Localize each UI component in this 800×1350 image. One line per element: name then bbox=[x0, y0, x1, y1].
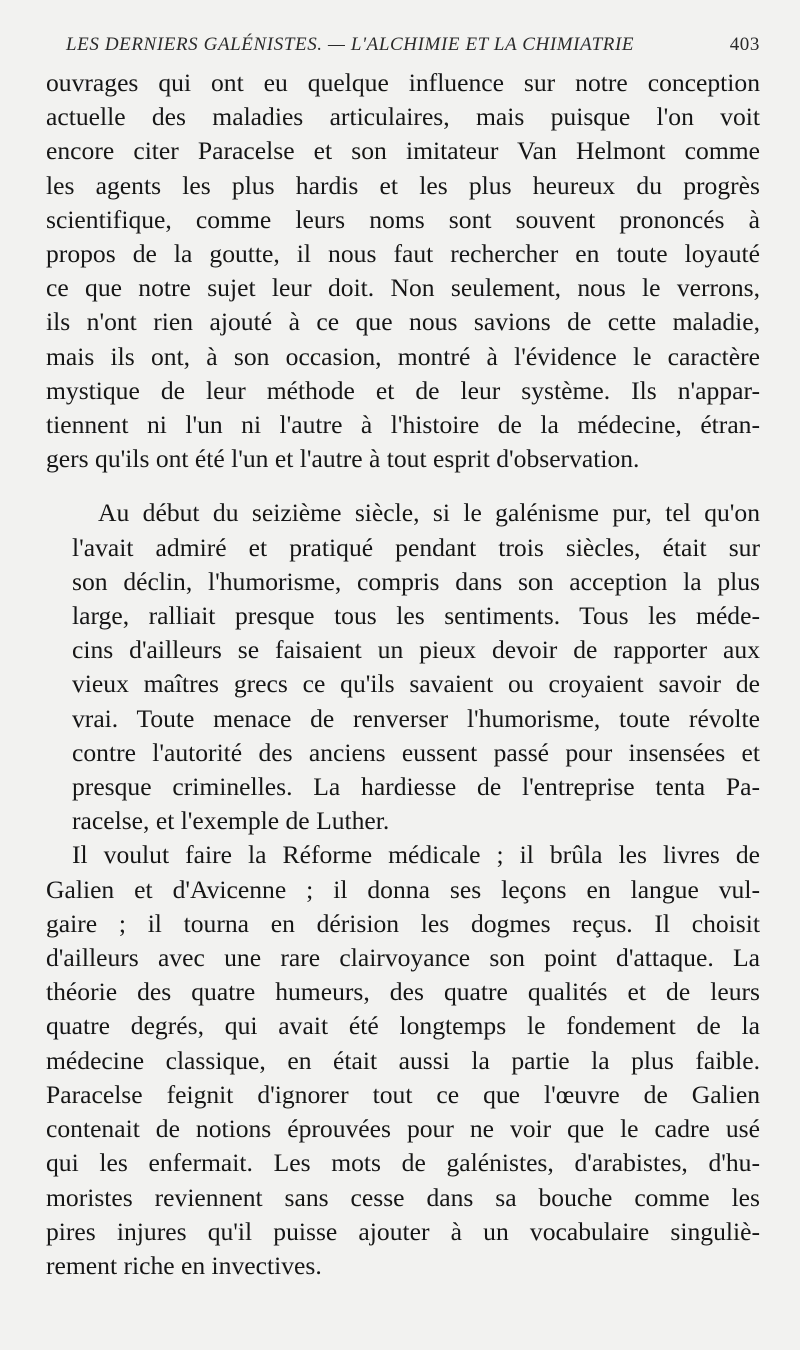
text-line: cins d'ailleurs se faisaient un pieux devoir de rapporter aux bbox=[72, 635, 760, 665]
body-text bbox=[46, 66, 760, 1283]
running-title: LES DERNIERS GALÉNISTES. — L'ALCHIMIE ET LA CHIMIATRIE bbox=[66, 34, 635, 55]
text-line: Galien et d'Avicenne ; il donna ses leçons en langue vul- bbox=[46, 874, 760, 904]
text-line: quatre degrés, qui avait été longtemps le fondement de la bbox=[46, 1011, 760, 1041]
text-line: vrai. Toute menace de renverser l'humorisme, toute révolte bbox=[72, 703, 760, 733]
paragraph-1 bbox=[46, 66, 760, 476]
text-line: Paracelse feignit d'ignorer tout ce que l'œuvre de Galien bbox=[46, 1079, 760, 1109]
paragraph-2 bbox=[46, 496, 760, 838]
text-line: d'ailleurs avec une rare clairvoyance son point d'attaque. La bbox=[46, 943, 760, 973]
text-line: ce que notre sujet leur doit. Non seulement, nous le verrons, bbox=[46, 273, 760, 303]
page-number: 403 bbox=[729, 34, 760, 55]
text-line: presque criminelles. La hardiesse de l'entreprise tenta Pa- bbox=[72, 772, 760, 802]
text-line: pires injures qu'il puisse ajouter à un vocabulaire singuliè- bbox=[46, 1216, 760, 1246]
text-line: théorie des quatre humeurs, des quatre qualités et de leurs bbox=[46, 977, 760, 1007]
text-line: propos de la goutte, il nous faut rechercher en toute loyauté bbox=[46, 239, 760, 269]
text-line: ils n'ont rien ajouté à ce que nous savions de cette maladie, bbox=[46, 307, 760, 337]
text-line: médecine classique, en était aussi la partie la plus faible. bbox=[46, 1045, 760, 1075]
text-line: vieux maîtres grecs ce qu'ils savaient ou croyaient savoir de bbox=[72, 669, 760, 699]
text-line: mais ils ont, à son occasion, montré à l'évidence le caractère bbox=[46, 341, 760, 371]
text-line: tiennent ni l'un ni l'autre à l'histoire de la médecine, étran- bbox=[46, 410, 760, 440]
text-line: large, ralliait presque tous les sentiments. Tous les méde- bbox=[72, 601, 760, 631]
text-line: rement riche en invectives. bbox=[46, 1250, 322, 1280]
text-line: gers qu'ils ont été l'un et l'autre à tout esprit d'observation. bbox=[46, 444, 640, 474]
text-line: l'avait admiré et pratiqué pendant trois siècles, était sur bbox=[72, 532, 760, 562]
text-line: ouvrages qui ont eu quelque influence sur notre conception bbox=[46, 68, 760, 97]
text-line: actuelle des maladies articulaires, mais puisque l'on voit bbox=[46, 102, 760, 132]
text-line: racelse, et l'exemple de Luther. bbox=[72, 806, 390, 836]
paragraph-3 bbox=[46, 838, 760, 1283]
text-line: son déclin, l'humorisme, compris dans son acception la plus bbox=[72, 566, 760, 596]
text-line: contenait de notions éprouvées pour ne voir que le cadre usé bbox=[46, 1114, 760, 1144]
text-line: moristes reviennent sans cesse dans sa bouche comme les bbox=[46, 1182, 760, 1212]
text-line: mystique de leur méthode et de leur système. Ils n'appar- bbox=[46, 375, 760, 405]
text-line: qui les enfermait. Les mots de galénistes, d'arabistes, d'hu- bbox=[46, 1148, 760, 1178]
text-line: gaire ; il tourna en dérision les dogmes reçus. Il choisit bbox=[46, 908, 760, 938]
text-line: Il voulut faire la Réforme médicale ; il brûla les livres de bbox=[72, 840, 760, 870]
text-line: encore citer Paracelse et son imitateur Van Helmont comme bbox=[46, 136, 760, 166]
text-line: les agents les plus hardis et les plus heureux du progrès bbox=[46, 170, 760, 200]
running-head bbox=[46, 34, 760, 56]
text-line: scientifique, comme leurs noms sont souvent prononcés à bbox=[46, 204, 760, 234]
text-line: Au début du seizième siècle, si le galénisme pur, tel qu'on bbox=[98, 498, 760, 528]
text-line: contre l'autorité des anciens eussent passé pour insensées et bbox=[72, 737, 760, 767]
